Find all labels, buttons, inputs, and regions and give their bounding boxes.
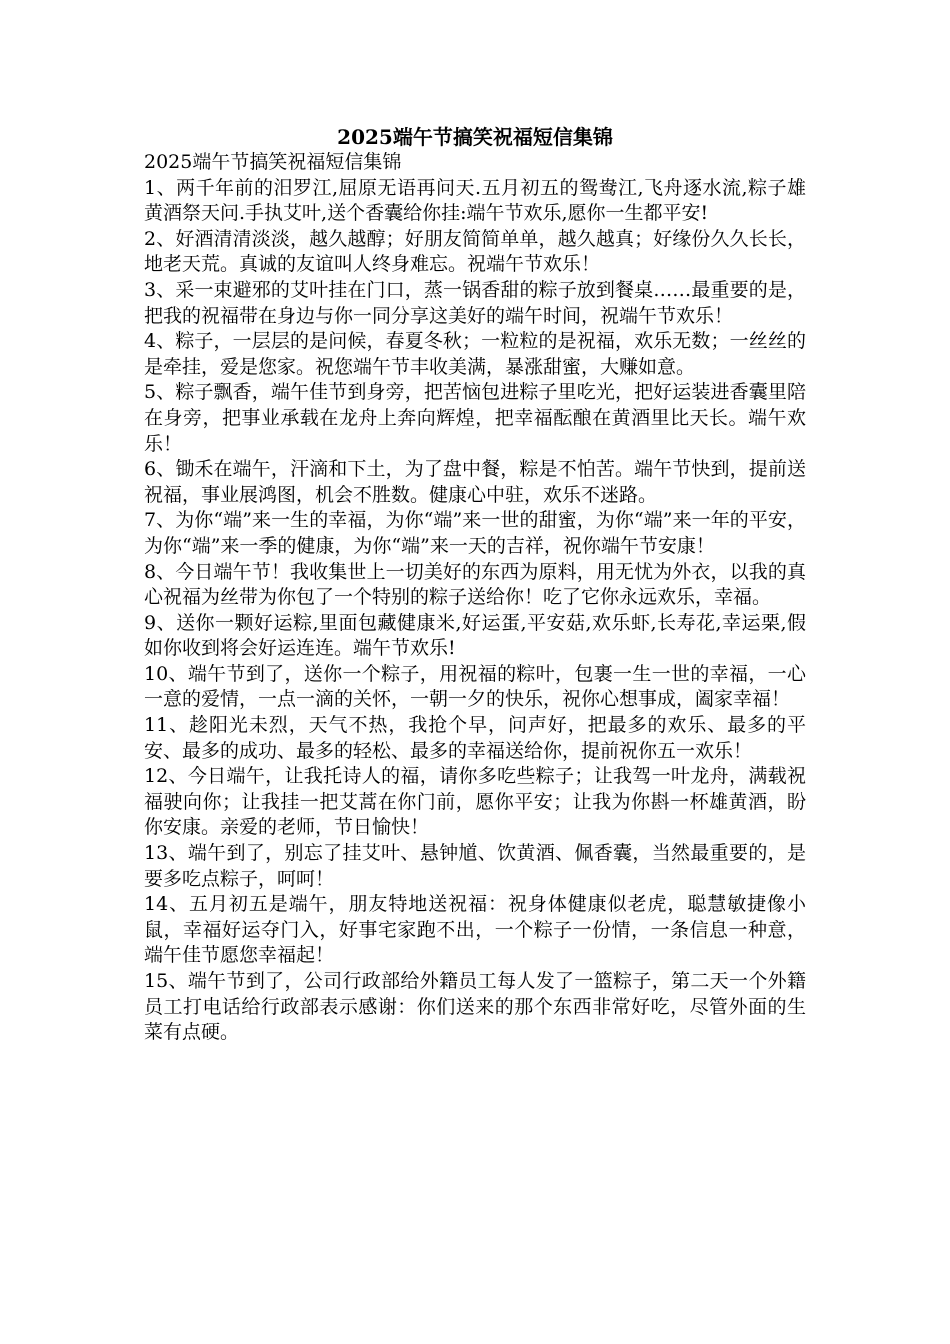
paragraph-12: 12、今日端午，让我托诗人的福，请你多吃些粽子；让我驾一叶龙舟，满载祝福驶向你；让我挂一把艾蒿在你门前，愿你平安；让我为你斟一杯雄黄酒，盼你安康。亲爱的老师，节日愉快！ xyxy=(144,765,806,839)
paragraph-14: 14、五月初五是端午，朋友特地送祝福：祝身体健康似老虎，聪慧敏捷像小鼠，幸福好运夺门入，好事宅家跑不出，一个粽子一份情，一条信息一种意，端午佳节愿您幸福起！ xyxy=(144,893,806,967)
paragraph-2: 2、好酒清清淡淡，越久越醇；好朋友简简单单，越久越真；好缘份久久长长，地老天荒。真诚的友谊叫人终身难忘。祝端午节欢乐！ xyxy=(144,227,806,276)
paragraph-11: 11、趁阳光未烈，天气不热，我抢个早，问声好，把最多的欢乐、最多的平安、最多的成功、最多的轻松、最多的幸福送给你，提前祝你五一欢乐！ xyxy=(144,714,806,762)
paragraph-8: 8、今日端午节！我收集世上一切美好的东西为原料，用无忧为外衣，以我的真心祝福为丝带为你包了一个特别的粽子送给你！吃了它你永远欢乐，幸福。 xyxy=(144,560,806,609)
paragraph-9: 9、送你一颗好运粽,里面包藏健康米,好运蛋,平安菇,欢乐虾,长寿花,幸运栗,假如你收到将会好运连连。端午节欢乐! xyxy=(144,611,806,660)
paragraph-6: 6、锄禾在端午，汗滴和下土，为了盘中餐，粽是不怕苦。端午节快到，提前送祝福，事业展鸿图，机会不胜数。健康心中驻，欢乐不迷路。 xyxy=(144,458,806,506)
document-title: 2025端午节搞笑祝福短信集锦 xyxy=(337,125,613,149)
paragraph-3: 3、采一束避邪的艾叶挂在门口，蒸一锅香甜的粽子放到餐桌……最重要的是，把我的祝福带在身边与你一同分享这美好的端午时间，祝端午节欢乐！ xyxy=(144,278,806,327)
paragraph-10: 10、端午节到了，送你一个粽子，用祝福的粽叶，包裹一生一世的幸福，一心一意的爱情，一点一滴的关怀，一朝一夕的快乐，祝你心想事成，阖家幸福！ xyxy=(144,662,806,711)
paragraph-5: 5、粽子飘香，端午佳节到身旁，把苦恼包进粽子里吃光，把好运装进香囊里陪在身旁，把事业承载在龙舟上奔向辉煌，把幸福酝酿在黄酒里比天长。端午欢乐！ xyxy=(144,381,806,455)
paragraph-7: 7、为你“端”来一生的幸福，为你“端”来一世的甜蜜，为你“端”来一年的平安，为你“端”来一季的健康，为你“端”来一天的吉祥，祝你端午节安康！ xyxy=(144,509,806,557)
paragraph-13: 13、端午到了，别忘了挂艾叶、悬钟馗、饮黄酒、佩香囊，当然最重要的，是要多吃点粽子，呵呵！ xyxy=(144,842,806,890)
paragraph-1: 1、两千年前的汨罗江,屈原无语再问天.五月初五的鸳鸯江,飞舟逐水流,粽子雄黄酒祭天问.手执艾叶,送个香囊给你挂:端午节欢乐,愿你一生都平安! xyxy=(144,176,806,225)
document-subtitle: 2025端午节搞笑祝福短信集锦 xyxy=(144,151,402,173)
paragraph-15: 15、端午节到了，公司行政部给外籍员工每人发了一篮粽子，第二天一个外籍员工打电话给行政部表示感谢：你们送来的那个东西非常好吃，尽管外面的生菜有点硬。 xyxy=(144,970,806,1044)
paragraph-4: 4、粽子，一层层的是问候，春夏冬秋；一粒粒的是祝福，欢乐无数；一丝丝的是牵挂，爱是您家。祝您端午节丰收美满，暴涨甜蜜，大赚如意。 xyxy=(144,330,806,378)
document-body xyxy=(144,150,806,1046)
